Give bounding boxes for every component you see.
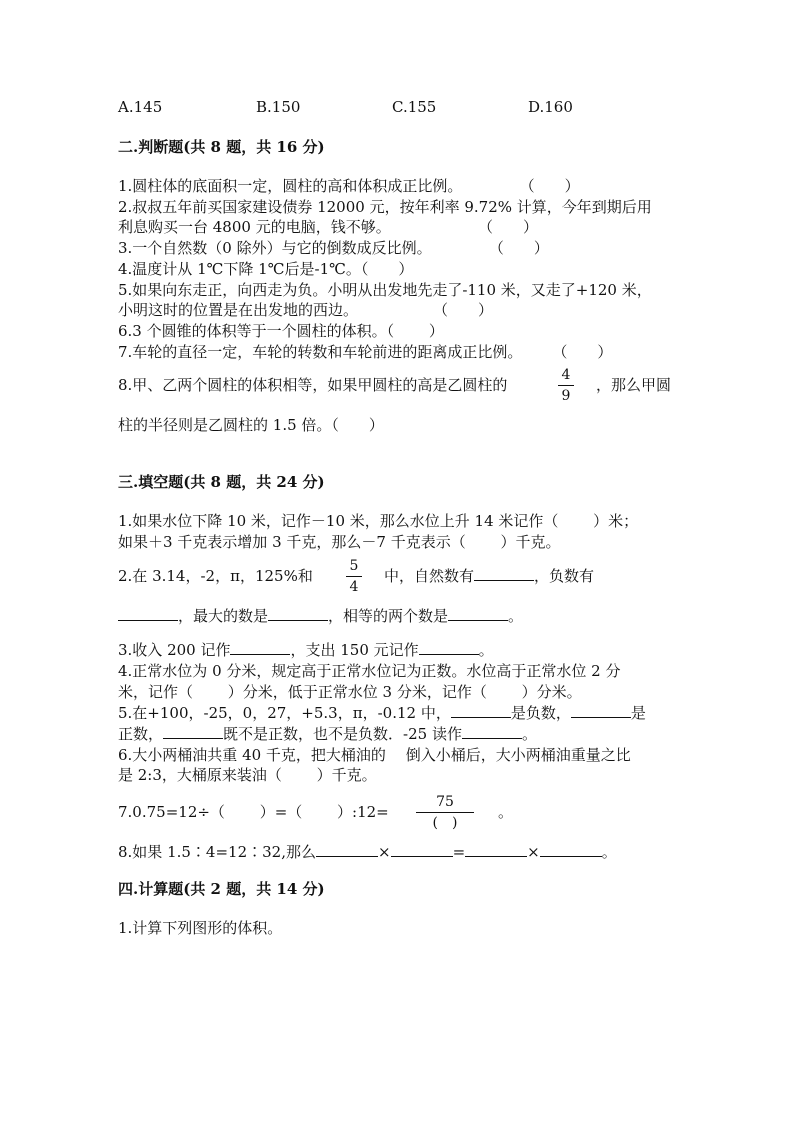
times-sign: × bbox=[378, 843, 391, 861]
fill-q2-line1-rest bbox=[384, 566, 594, 586]
judge-q3: 3.一个自然数（0 除外）与它的倒数成反比例。 （ ） bbox=[118, 239, 549, 257]
fill-q3-expense-label: ，支出 150 元记作 bbox=[290, 641, 419, 659]
fill-q5-positive-label: 正数， bbox=[118, 725, 164, 743]
judge-q6: 6.3 个圆锥的体积等于一个圆柱的体积。（ ） bbox=[118, 322, 444, 340]
fill-q4-line1: 4.正常水位为 0 分米，规定高于正常水位记为正数。水位高于正常水位 2 分 bbox=[118, 662, 621, 680]
judge-q5-line1: 5.如果向东走正，向西走为负。小明从出发地先走了-110 米，又走了+120 米， bbox=[118, 281, 652, 299]
fill-q6-line2: 是 2:3，大桶原来装油（ ）千克。 bbox=[118, 766, 377, 784]
fraction-numerator: 5 bbox=[349, 558, 359, 574]
fill-q1-line1: 1.如果水位下降 10 米，记作－10 米，那么水位上升 14 米记作（ ）米； bbox=[118, 512, 639, 530]
fraction-numerator: 4 bbox=[561, 367, 571, 383]
judge-q8-line2: 柱的半径则是乙圆柱的 1.5 倍。（ ） bbox=[118, 416, 384, 434]
fraction-bar bbox=[558, 385, 574, 386]
answer-blank[interactable] bbox=[391, 842, 453, 857]
option-a: A.145 bbox=[118, 98, 163, 116]
judge-q8-text: 8.甲、乙两个圆柱的体积相等，如果甲圆柱的高是乙圆柱的 bbox=[118, 376, 508, 394]
option-b: B.150 bbox=[256, 98, 301, 116]
fill-q1-line2: 如果＋3 千克表示增加 3 千克，那么－7 千克表示（ ）千克。 bbox=[118, 533, 561, 551]
judge-q7: 7.车轮的直径一定，车轮的转数和车轮前进的距离成正比例。 （ ） bbox=[118, 343, 613, 361]
fraction-bar bbox=[416, 812, 474, 813]
fill-q5-neither-label: 既不是正数，也不是负数．-25 读作 bbox=[223, 725, 462, 743]
fraction-bar bbox=[346, 576, 362, 577]
fill-q2-line1 bbox=[118, 566, 313, 586]
fill-q3-income-label: 3.收入 200 记作 bbox=[118, 641, 231, 659]
fraction-denominator: 4 bbox=[349, 579, 359, 595]
fill-q2-negative-label: ，负数有 bbox=[534, 567, 595, 585]
answer-blank[interactable] bbox=[230, 640, 290, 655]
fill-q5-end: 。 bbox=[521, 725, 537, 743]
times-sign: × bbox=[527, 843, 540, 861]
judge-q5-line2: 小明这时的位置是在出发地的西边。 （ ） bbox=[118, 301, 494, 319]
answer-blank[interactable] bbox=[451, 703, 511, 718]
fill-q8-text: 8.如果 1.5∶4=12∶32,那么 bbox=[118, 843, 316, 861]
fill-q2-equal-label: ，相等的两个数是 bbox=[328, 607, 449, 625]
answer-blank[interactable] bbox=[571, 703, 631, 718]
answer-blank[interactable] bbox=[316, 842, 378, 857]
equals-sign: = bbox=[452, 843, 466, 861]
answer-blank[interactable] bbox=[268, 606, 328, 621]
judge-q8-text-end: ，那么甲圆 bbox=[596, 376, 672, 394]
fill-q3 bbox=[118, 640, 494, 660]
section-3-heading: 三.填空题(共 8 题，共 24 分) bbox=[118, 473, 325, 491]
fill-q8-end: 。 bbox=[601, 843, 617, 861]
judge-q2-line1: 2.叔叔五年前买国家建设债券 12000 元，按年利率 9.72% 计算，今年到期后用 bbox=[118, 198, 652, 216]
fraction-denominator: ( ) bbox=[432, 815, 458, 831]
fill-q2-end: 。 bbox=[508, 607, 524, 625]
section-4-heading: 四.计算题(共 2 题，共 14 分) bbox=[118, 880, 325, 898]
fill-q2-text: 2.在 3.14，-2，π，125%和 bbox=[118, 567, 313, 585]
fill-q2-line2 bbox=[118, 606, 523, 626]
fill-q5-text: 5.在+100，-25，0，27，+5.3，π，-0.12 中， bbox=[118, 704, 451, 722]
answer-blank[interactable] bbox=[448, 606, 508, 621]
fill-q2-natural-label: 中，自然数有 bbox=[384, 567, 475, 585]
fraction-denominator: 9 bbox=[561, 388, 571, 404]
fill-q5-negative-label: 是负数， bbox=[510, 704, 571, 722]
answer-blank[interactable] bbox=[419, 640, 479, 655]
fraction-numerator: 75 bbox=[436, 794, 454, 810]
fill-q2-fraction bbox=[346, 558, 362, 595]
judge-q4: 4.温度计从 1℃下降 1℃后是-1℃。（ ） bbox=[118, 260, 414, 278]
fill-q8 bbox=[118, 842, 617, 862]
answer-blank[interactable] bbox=[118, 606, 178, 621]
fill-q5-line1 bbox=[118, 703, 646, 723]
fill-q5-line2 bbox=[118, 724, 537, 744]
fill-q5-is-label: 是 bbox=[630, 704, 646, 722]
fill-q4-line2: 米，记作（ ）分米，低于正常水位 3 分米，记作（ ）分米。 bbox=[118, 683, 582, 701]
calc-q1: 1.计算下列图形的体积。 bbox=[118, 919, 283, 937]
answer-blank[interactable] bbox=[465, 842, 527, 857]
fill-q2-max-label: ，最大的数是 bbox=[178, 607, 269, 625]
option-c: C.155 bbox=[392, 98, 437, 116]
section-2-heading: 二.判断题(共 8 题，共 16 分) bbox=[118, 138, 325, 156]
fill-q6-line1: 6.大小两桶油共重 40 千克，把大桶油的 倒入小桶后，大小两桶油重量之比 bbox=[118, 746, 631, 764]
judge-q8-fraction bbox=[558, 367, 574, 404]
fill-q7-end: 。 bbox=[498, 803, 514, 821]
fill-q7-fraction bbox=[416, 794, 474, 831]
answer-blank[interactable] bbox=[462, 724, 522, 739]
fill-q7-text: 7.0.75=12÷（ ）=（ ）:12= bbox=[118, 803, 389, 821]
judge-q1: 1.圆柱体的底面积一定，圆柱的高和体积成正比例。 （ ） bbox=[118, 177, 580, 195]
option-d: D.160 bbox=[528, 98, 573, 116]
fill-q3-end: 。 bbox=[478, 641, 494, 659]
answer-blank[interactable] bbox=[474, 566, 534, 581]
answer-blank[interactable] bbox=[163, 724, 223, 739]
judge-q2-line2: 利息购买一台 4800 元的电脑，钱不够。 （ ） bbox=[118, 218, 538, 236]
answer-blank[interactable] bbox=[540, 842, 602, 857]
